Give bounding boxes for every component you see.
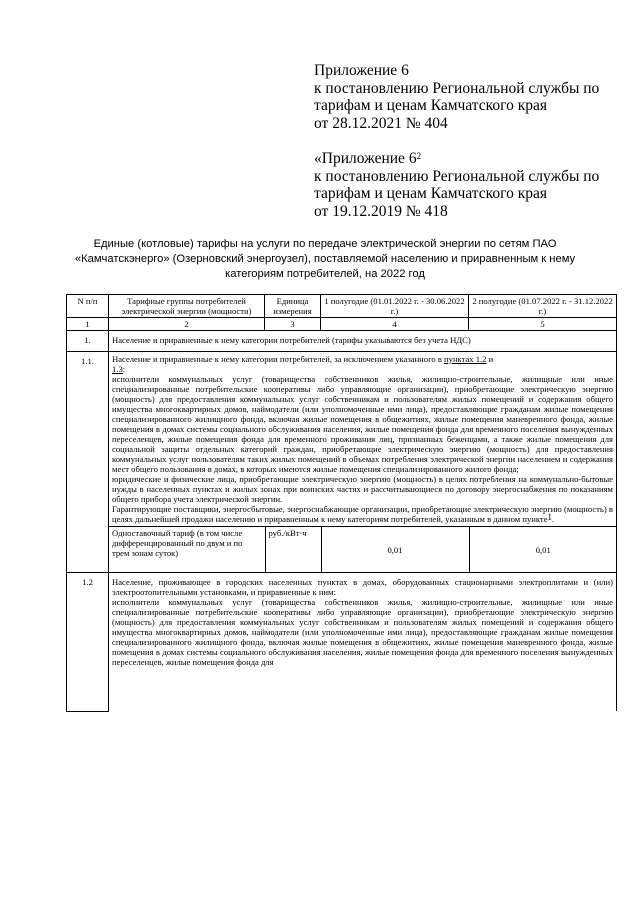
paragraph-text: Гарантирующие поставщики, энергосбытовые, энергоснабжающие организации, приобретающие электрическую энергию (мощность) в целях дальнейшей продажи населению и приравненным к нему категориям потребителей, указанным в данном пункте <box>112 504 613 524</box>
header-half2: 2 полугодие (01.07.2022 г. - 31.12.2022 г.) <box>469 295 617 318</box>
paragraph: юридические и физические лица, приобретающие электрическую энергию (мощность) в целях потребления на коммунально-бытовые нужды в населенных пунктах и жилых зонах при воинских частях и рассчитывающиеся по договору энергоснабжения по показаниям общего прибора учета электрической энергии. <box>112 474 613 504</box>
column-number: 2 <box>109 318 265 331</box>
footnote-mark: 1 <box>547 512 553 522</box>
intro-and: и <box>488 354 494 364</box>
appendix-date: от 28.12.2021 № 404 <box>314 114 448 132</box>
appendix-line: тарифам и ценам Камчатского края <box>314 97 548 114</box>
table-header-row <box>67 295 617 318</box>
table-row-section-1 <box>67 331 617 352</box>
table-row-1-1 <box>67 352 617 573</box>
intro-text: Население и приравненные к нему категории потребителей, за исключением указанного в <box>112 354 442 364</box>
appendix-title: Приложение 6 <box>314 62 409 79</box>
appendix-header-current <box>314 62 614 132</box>
paragraph-end: . <box>552 514 555 524</box>
header-half1: 1 полугодие (01.01.2022 г. - 30.06.2022 г.) <box>321 295 469 318</box>
column-number: 3 <box>265 318 321 331</box>
header-num: N п/п <box>67 295 109 318</box>
appendix-line: к постановлению Региональной службы по <box>314 79 600 97</box>
clause-link[interactable]: 1.3 <box>112 364 123 374</box>
intro-end: : <box>122 364 126 374</box>
clause-link[interactable]: пунктах 1.2 <box>444 354 487 364</box>
tariff-values-table <box>109 526 617 572</box>
appendix-title-text: «Приложение 6 <box>314 150 417 167</box>
appendix-line: к постановлению Региональной службы по <box>314 167 600 185</box>
appendix-title <box>314 150 614 168</box>
tariff-table <box>66 294 617 712</box>
appendix-header-amended <box>314 150 614 220</box>
row-1-1-text <box>109 352 616 526</box>
row-number: 1.2 <box>67 573 109 712</box>
row-1-1-content <box>109 352 617 573</box>
title-line: Единые (котловые) тарифы на услуги по передаче электрической энергии по сетям ПАО <box>93 238 557 250</box>
tariff-label: Одноставочный тариф (в том числе дифференцированный по двум и по трем зонам суток) <box>109 527 265 573</box>
tariff-value-row <box>109 527 617 573</box>
appendix-line: тарифам и ценам Камчатского края <box>314 185 548 202</box>
column-number: 1 <box>67 318 109 331</box>
tariff-value-half2: 0,01 <box>469 527 617 573</box>
tariff-value-half1: 0,01 <box>321 527 469 573</box>
paragraph <box>112 504 613 524</box>
appendix-date: от 19.12.2019 № 418 <box>314 202 448 220</box>
title-line: «Камчатскэнерго» (Озерновский энергоузел), поставляемой населению и приравненным к нему <box>74 253 576 265</box>
column-number-row <box>67 318 617 331</box>
row-number: 1. <box>67 331 109 352</box>
column-number: 5 <box>469 318 617 331</box>
header-group: Тарифные группы потребителей электрической энергии (мощности) <box>109 295 265 318</box>
row-intro <box>112 354 613 374</box>
document-title <box>60 237 590 282</box>
row-1-2-content <box>109 573 617 712</box>
column-number: 4 <box>321 318 469 331</box>
tariff-unit: руб./кВт·ч <box>265 527 321 573</box>
paragraph: исполнители коммунальных услуг (товарищества собственников жилья, жилищно-строительные, жилищные или иные специализированные потребительские кооперативы либо управляющие организации), приобретающие электрическую энергию (мощность) для предоставления коммунальных услуг собственникам и пользователям жилых помещений и содержания общего имущества многоквартирных домов, наймодатели (или уполномоченные ими лица), предоставляющие гражданам жилые помещения специализированного жилищного фонда, включая жилые помещения в общежитиях, жилые помещения маневренного фонда, жилые помещения в домах системы социального обслуживания населения, жилые помещения фонда для временного поселения вынужденных переселенцев, жилые помещения фонда для <box>112 597 613 667</box>
appendix-superscript: 2 <box>416 151 422 161</box>
table-row-1-2 <box>67 573 617 712</box>
section-title: Население и приравненные к нему категории потребителей (тарифы указываются без учета НДС) <box>109 331 617 352</box>
row-number: 1.1. <box>67 352 109 573</box>
row-1-2-text <box>112 577 613 710</box>
row-intro: Население, проживающее в городских населенных пунктах в домах, оборудованных стационарными электроплитами и (или) электроотопительными установками, и приравненные к ним: <box>112 577 613 597</box>
header-unit: Единица измерения <box>265 295 321 318</box>
title-line: категориям потребителей, на 2022 год <box>225 268 425 280</box>
paragraph: исполнители коммунальных услуг (товарищества собственников жилья, жилищно-строительные, жилищные или иные специализированные потребительские кооперативы либо управляющие организации), приобретающие электрическую энергию (мощность) для предоставления коммунальных услуг собственникам и пользователям жилых помещений и содержания общего имущества многоквартирных домов, наймодатели (или уполномоченные ими лица), предоставляющие гражданам жилые помещения специализированного жилищного фонда, включая жилые помещения в общежитиях, жилые помещения маневренного фонда, жилые помещения в домах системы социального обслуживания населения, жилые помещения фонда для временного поселения вынужденных переселенцев, жилые помещения фонда для временного проживания лиц, признанных беженцами, а также жилые помещения для социальной защиты отдельных категорий граждан, приобретающие электрическую энергию (мощность) для предоставления коммунальных услуг пользователям таких жилых помещений в объемах потребления электрической энергии населением и содержания мест общего пользования в домах, в которых имеются жилые помещения специализированного жилого фонда; <box>112 374 613 474</box>
